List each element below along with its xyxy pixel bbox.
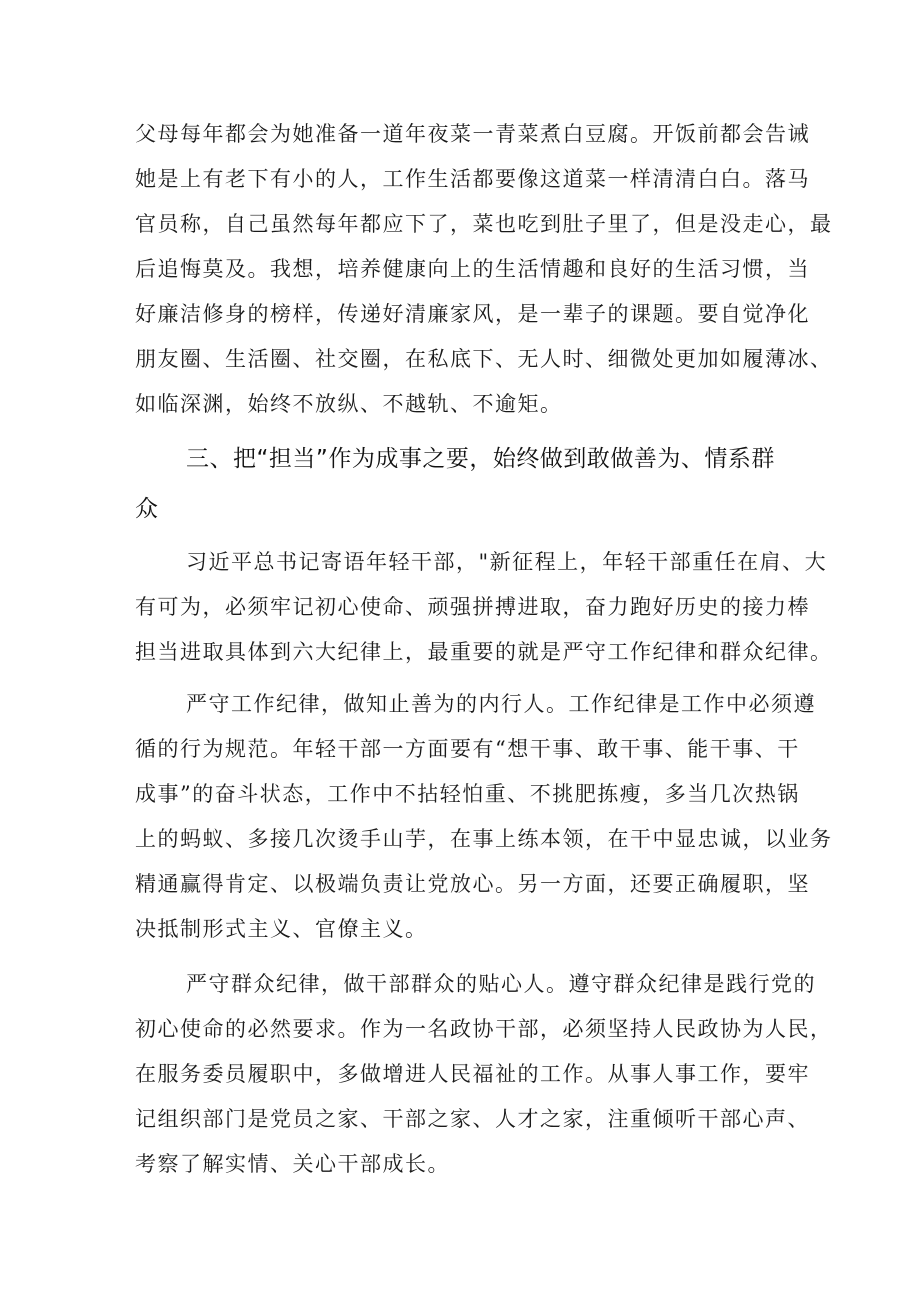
paragraph-line: 朋友圈、生活圈、社交圈，在私底下、无人时、细微处更加如履薄冰、 [135,347,833,371]
paragraph-line: 她是上有老下有小的人，工作生活都要像这道菜一样清清白白。落马 [135,167,810,191]
section-heading [135,434,815,534]
paragraph-line: 决抵制形式主义、官僚主义。 [135,917,428,941]
paragraph-line: 记组织部门是党员之家、干部之家、人才之家，注重倾听干部心声、 [135,1107,810,1131]
paragraph-line: 在服务委员履职中，多做增进人民福祉的工作。从事人事工作，要牢 [135,1062,810,1086]
paragraph-line: 初心使命的必然要求。作为一名政协干部，必须坚持人民政协为人民， [135,1017,833,1041]
paragraph-1 [135,112,833,427]
paragraph-2 [135,540,833,675]
paragraph-4 [135,962,833,1187]
paragraph-line: 循的行为规范。年轻干部一方面要有“想干事、敢干事、能干事、干 [135,737,800,761]
paragraph-line: 考察了解实情、关心干部成长。 [135,1152,450,1176]
paragraph-line: 好廉洁修身的榜样，传递好清廉家风，是一辈子的课题。要自觉净化 [135,302,810,326]
heading-line: 众 [135,496,159,522]
paragraph-line: 担当进取具体到六大纪律上，最重要的就是严守工作纪律和群众纪律。 [135,640,833,664]
paragraph-line: 父母每年都会为她准备一道年夜菜一青菜煮白豆腐。开饭前都会告诫 [135,122,810,146]
paragraph-line: 有可为，必须牢记初心使命、顽强拼搏进取，奋力跑好历史的接力棒 [135,595,810,619]
paragraph-line: 习近平总书记寄语年轻干部，"新征程上，年轻干部重任在肩、大 [186,550,828,574]
paragraph-line: 严守群众纪律，做干部群众的贴心人。遵守群众纪律是践行党的 [186,972,816,996]
paragraph-line: 严守工作纪律，做知止善为的内行人。工作纪律是工作中必须遵 [186,692,816,716]
heading-line: 三、把“担当”作为成事之要，始终做到敢做善为、情系群 [186,446,775,472]
paragraph-3 [135,682,833,952]
paragraph-line: 官员称，自己虽然每年都应下了，菜也吃到肚子里了，但是没走心，最 [135,212,833,236]
paragraph-line: 上的蚂蚁、多接几次烫手山芋，在事上练本领，在干中显忠诚，以业务 [135,827,833,851]
paragraph-line: 精通赢得肯定、以极端负责让党放心。另一方面，还要正确履职，坚 [135,872,810,896]
paragraph-line: 成事”的奋斗状态，工作中不拈轻怕重、不挑肥拣瘦，多当几次热锅 [135,782,800,806]
paragraph-line: 如临深渊，始终不放纵、不越轨、不逾矩。 [135,392,563,416]
paragraph-line: 后追悔莫及。我想，培养健康向上的生活情趣和良好的生活习惯，当 [135,257,810,281]
